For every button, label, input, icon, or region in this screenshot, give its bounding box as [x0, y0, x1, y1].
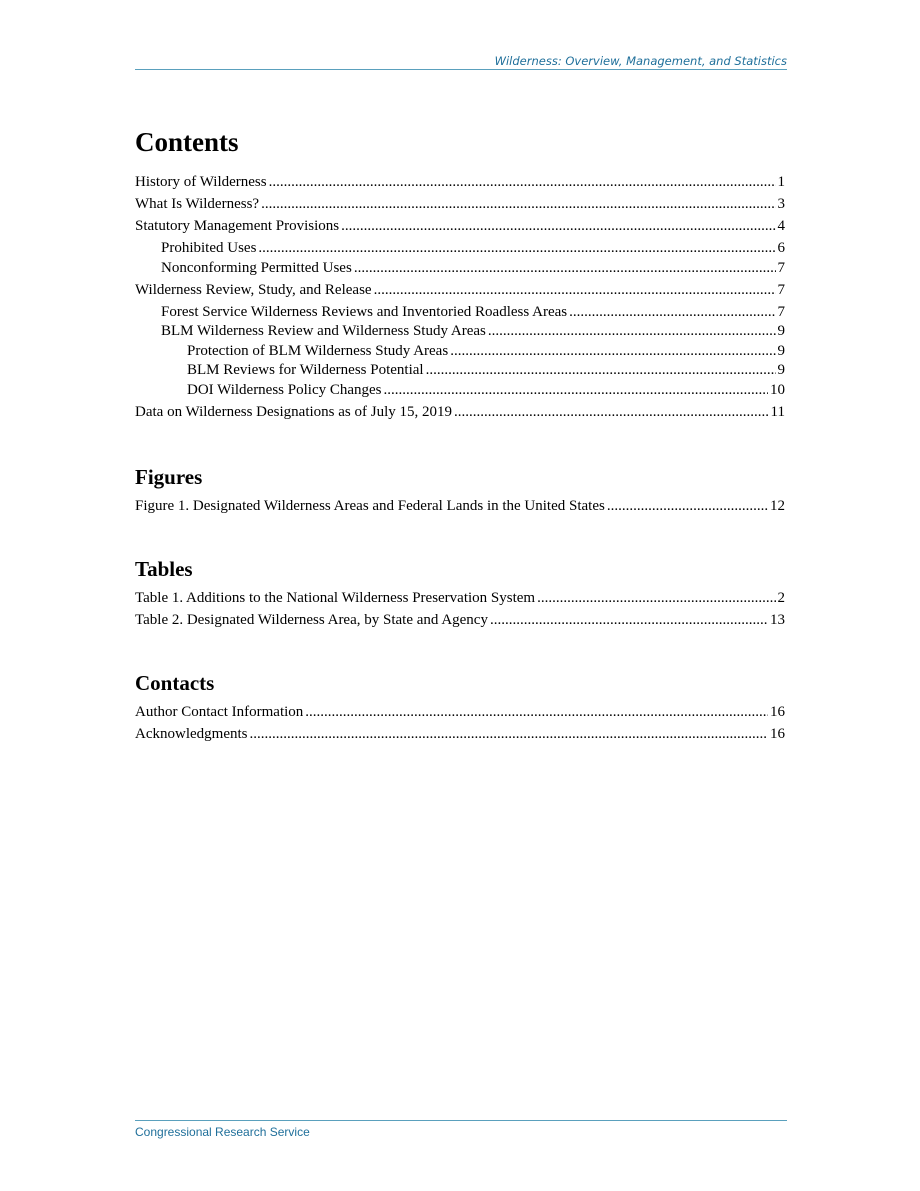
- toc-entry[interactable]: [135, 194, 785, 216]
- running-footer: [135, 1120, 787, 1139]
- toc-entry-label: Acknowledgments: [135, 725, 248, 742]
- toc-entry-label: Statutory Management Provisions: [135, 218, 340, 234]
- toc-entry-page: 7: [777, 281, 785, 298]
- dot-leader: [261, 194, 775, 214]
- dot-leader: [354, 258, 776, 278]
- toc-entry-label: BLM Wilderness Review and Wilderness Study Areas: [161, 323, 486, 339]
- toc-entry-page: 7: [777, 303, 785, 320]
- toc-entry[interactable]: [135, 496, 785, 518]
- dot-leader: [569, 302, 775, 322]
- dot-leader: [488, 321, 776, 341]
- section-spacer: [135, 518, 785, 556]
- toc-entry-label: BLM Reviews for Wilderness Potential: [187, 362, 424, 378]
- toc-entry-page: 7: [777, 259, 785, 276]
- dot-leader: [374, 280, 776, 300]
- toc-subsubentry[interactable]: [135, 341, 785, 361]
- toc-entry-label: Wilderness Review, Study, and Release: [135, 281, 372, 298]
- toc-entry-page: 16: [770, 725, 785, 742]
- toc-entry[interactable]: [135, 588, 785, 610]
- dot-leader: [249, 724, 768, 744]
- toc-entry-page: 1: [777, 174, 785, 190]
- toc-entry-page: 4: [777, 218, 785, 234]
- dot-leader: [450, 341, 775, 361]
- toc-entry-page: 9: [777, 323, 785, 339]
- toc-entry-page: 6: [777, 240, 785, 256]
- contents-list: [135, 172, 785, 424]
- dot-leader: [426, 360, 776, 380]
- dot-leader: [607, 496, 768, 516]
- toc-entry-label: Protection of BLM Wilderness Study Areas: [187, 342, 449, 359]
- table-of-contents: [135, 126, 785, 746]
- toc-entry[interactable]: [135, 610, 785, 632]
- toc-subsubentry[interactable]: [135, 360, 785, 380]
- dot-leader: [490, 610, 768, 630]
- toc-entry-label: Prohibited Uses: [161, 240, 257, 256]
- toc-entry-page: 3: [777, 196, 785, 212]
- contents-heading: Contents: [135, 127, 239, 157]
- toc-entry[interactable]: [135, 172, 785, 194]
- toc-entry[interactable]: [135, 216, 785, 238]
- toc-entry-label: Table 2. Designated Wilderness Area, by State and Agency: [135, 611, 488, 628]
- section-spacer: [135, 424, 785, 464]
- tables-list: [135, 588, 785, 632]
- figures-list: [135, 496, 785, 518]
- toc-entry[interactable]: [135, 702, 785, 724]
- toc-entry-label: Table 1. Additions to the National Wilderness Preservation System: [135, 589, 536, 606]
- dot-leader: [305, 702, 768, 722]
- toc-subentry[interactable]: [135, 321, 785, 341]
- toc-entry-label: Forest Service Wilderness Reviews and Inventoried Roadless Areas: [161, 303, 568, 320]
- dot-leader: [384, 380, 768, 400]
- dot-leader: [537, 588, 775, 608]
- toc-entry-page: 16: [770, 703, 785, 720]
- running-header: [135, 53, 787, 70]
- toc-subentry[interactable]: [135, 258, 785, 278]
- toc-subentry[interactable]: [135, 302, 785, 322]
- toc-entry-page: 9: [777, 342, 785, 359]
- header-title: Wilderness: Overview, Management, and Statistics: [494, 54, 787, 68]
- toc-entry-page: 10: [770, 381, 785, 398]
- dot-leader: [341, 216, 775, 236]
- contacts-list: [135, 702, 785, 746]
- dot-leader: [269, 172, 776, 192]
- toc-entry[interactable]: [135, 280, 785, 302]
- toc-entry-label: Nonconforming Permitted Uses: [161, 259, 352, 276]
- toc-entry-label: History of Wilderness: [135, 174, 267, 190]
- dot-leader: [454, 402, 769, 422]
- tables-heading: Tables: [135, 556, 193, 581]
- toc-subsubentry[interactable]: [135, 380, 785, 400]
- dot-leader: [258, 238, 775, 258]
- section-spacer: [135, 632, 785, 670]
- toc-entry-label: Figure 1. Designated Wilderness Areas and Federal Lands in the United States: [135, 497, 605, 514]
- toc-entry-page: 11: [770, 403, 785, 420]
- toc-entry-label: DOI Wilderness Policy Changes: [187, 381, 382, 398]
- figures-heading: Figures: [135, 464, 203, 489]
- toc-subentry[interactable]: [135, 238, 785, 258]
- toc-entry-label: What Is Wilderness?: [135, 196, 260, 212]
- toc-entry[interactable]: [135, 724, 785, 746]
- toc-entry-page: 12: [770, 497, 785, 514]
- toc-entry-label: Data on Wilderness Designations as of July 15, 2019: [135, 403, 452, 420]
- footer-publisher: Congressional Research Service: [135, 1125, 310, 1139]
- contacts-heading: Contacts: [135, 670, 215, 695]
- toc-entry[interactable]: [135, 402, 785, 424]
- toc-entry-label: Author Contact Information: [135, 703, 304, 720]
- toc-entry-page: 2: [777, 589, 785, 606]
- toc-entry-page: 9: [777, 362, 785, 378]
- toc-entry-page: 13: [770, 611, 785, 628]
